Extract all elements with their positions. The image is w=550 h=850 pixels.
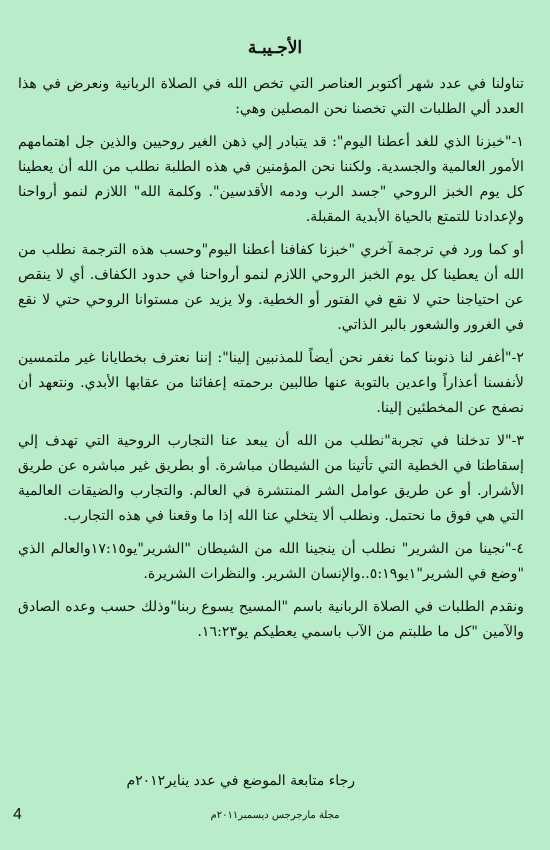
paragraph-petition-2: ٢-"أغفر لنا ذنوبنا كما نغفر نحن أيضاً للمذنبين إلينا": إننا نعترف بخطايانا غير ملتمسين لأنفسنا أعذاراً واعدين بالتوبة عنها طالبين برحمته إعفائنا من عقابها الأبدي. ونتعهد أن نصفح عن المخطئين إلينا. xyxy=(18,350,524,416)
paragraph-petition-1: ١-"خبزنا الذي للغد أعطنا اليوم": قد يتبادر إلي ذهن الغير روحيين والذين جل اهتمامهم الأمور العالمية والجسدية. ولكننا نحن المؤمنين في هذه الطلبة نطلب من الله أن يعطينا كل يوم الخبز الروحي "جسد الرب ودمه الأقدسين". وكلمة الله" اللازم لنمو أرواحنا ولإعدادنا للتمتع بالحياة الأبدية المقبلة. xyxy=(18,134,524,225)
paragraph-conclusion: ونقدم الطلبات في الصلاة الربانية باسم "المسيح يسوع ربنا"وذلك حسب وعده الصادق والآمين "كل ما طلبتم من الآب باسمي يعطيكم يو١٦:٢٣. xyxy=(18,599,524,640)
article-body xyxy=(18,72,524,653)
page-title: الأجـيبـة xyxy=(247,38,303,58)
paragraph-petition-1-alt: أو كما ورد في ترجمة آخري "خبزنا كفافنا أعطنا اليوم"وحسب هذه الترجمة نطلب من الله أن يعطينا كل يوم الخبز الروحي اللازم لنمو أرواحنا في حدود الكفاف. أي لا ينقص عن احتياجنا حتي لا نقع في الفتور أو الخطية. ولا يزيد عن مستوانا الروحي حتي لا نقع في الغرور والشعور بالبر الذاتي. xyxy=(18,242,524,333)
paragraph-petition-3: ٣-"لا تدخلنا في تجربة"نطلب من الله أن يبعد عنا التجارب الروحية التي تهدف إلي إسقاطنا في الخطية التي تأتينا من الشيطان مباشرة. أو بطريق غير مباشره عن طريق الأشرار. أو عن طريق عوامل الشر المنتشرة في العالم. والتجارب والضيقات العالمية التي هي فوق ما نحتمل. ونطلب ألا يتخلي عنا الله إذا ما وقعنا في هذه التجارب. xyxy=(18,433,524,524)
paragraph-petition-4: ٤-"نجينا من الشرير" نطلب أن ينجينا الله من الشيطان "الشرير"يو١٧:١٥والعالم الذي "وضع في الشرير"١يو٥:١٩..والإنسان الشرير. والنظرات الشريرة. xyxy=(18,541,525,582)
footer-caption: مجلة مارجرجس ديسمبر٢٠١١م xyxy=(210,810,340,821)
continuation-note: رجاء متابعة الموضع في عدد يناير٢٠١٢م xyxy=(126,773,355,789)
paragraph-intro: تناولنا في عدد شهر أكتوبر العناصر التي تخص الله في الصلاة الربانية ونعرض في هذا العدد ألي الطلبات التي تخصنا نحن المصلين وهي: xyxy=(18,76,524,117)
page-number: 4 xyxy=(13,806,22,823)
